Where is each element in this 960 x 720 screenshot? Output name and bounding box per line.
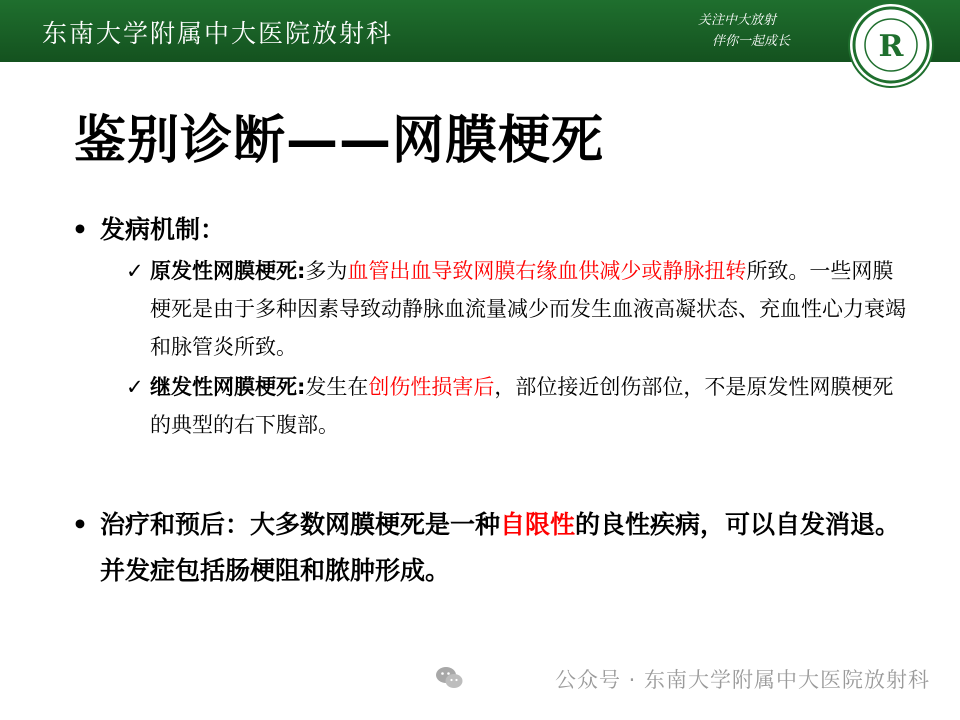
department-name: 东南大学附属中大医院放射科 [42,19,394,48]
treatment-text-2: 的良性疾病，可以自发消退。并发症包括肠梗阻和脓肿形成。 [100,510,901,585]
treatment-highlight: 自限性 [500,510,576,539]
checkmark-icon: ✓ [126,375,144,399]
slide-title: 鉴别诊断——网膜梗死 [74,111,605,171]
mechanism-heading-row [70,210,910,250]
slogan-line-1: 关注中大放射 [698,13,777,28]
logo-letter: R [878,29,904,64]
hospital-logo [850,4,932,86]
watermark: 公众号 · 东南大学附属中大医院放射科 [554,668,930,692]
header-banner [0,0,960,62]
primary-term: 原发性网膜梗死: [150,259,306,283]
primary-infarction-item [70,252,910,366]
slide-body [70,210,910,594]
bullet-icon: • [72,215,88,244]
primary-highlight: 血管出血导致网膜右缘血供减少或静脉扭转 [347,259,747,283]
secondary-term: 继发性网膜梗死: [150,375,306,399]
primary-text-2: 所致。一些网膜梗死是由于多种因素导致动静脉血流量减少而发生血液高凝状态、充血性心力衰竭和脉管炎所致。 [150,259,906,359]
treatment-item [70,502,910,594]
secondary-infarction-item [70,368,910,444]
logo-emblem-icon [850,4,932,86]
bullet-icon: • [72,510,88,539]
treatment-text-1: 大多数网膜梗死是一种 [250,510,501,539]
primary-text-1: 多为 [305,259,348,283]
checkmark-icon: ✓ [126,259,144,283]
mechanism-heading: 发病机制： [100,215,226,244]
secondary-text-1: 发生在 [305,375,369,399]
treatment-heading: 治疗和预后： [100,510,251,539]
secondary-highlight: 创伤性损害后 [368,375,495,399]
wechat-icon [434,664,464,692]
secondary-text-2: ，部位接近创伤部位，不是原发性网膜梗死的典型的右下腹部。 [150,375,894,437]
slogan-line-2: 伴你一起成长 [712,34,791,49]
slogan [698,10,828,52]
